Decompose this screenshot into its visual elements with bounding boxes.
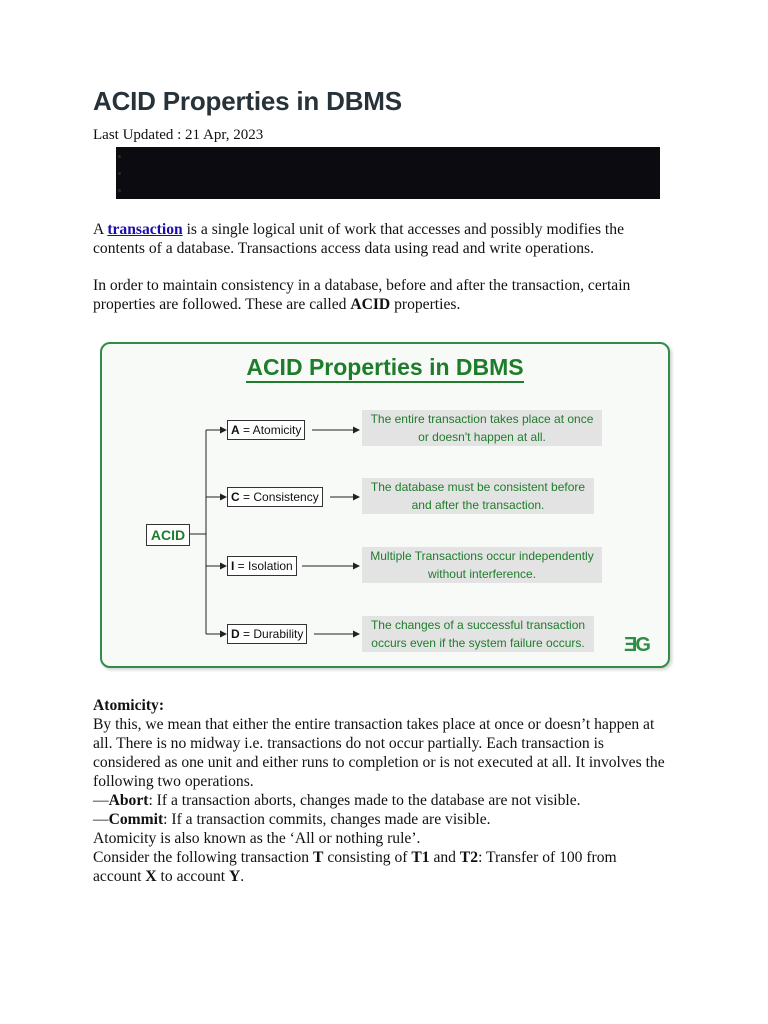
var-y: Y xyxy=(228,868,241,885)
bullet-dot xyxy=(118,155,121,158)
page-title: ACID Properties in DBMS xyxy=(93,86,402,116)
desc-line: occurs even if the system failure occurs. xyxy=(371,636,585,650)
prop-letter: C xyxy=(231,490,240,504)
transaction-link[interactable]: transaction xyxy=(107,221,183,238)
var-t: T xyxy=(313,849,324,866)
commit-label: Commit xyxy=(108,811,164,828)
prop-letter: I xyxy=(231,559,235,573)
intro-text: In order to maintain consistency in a database, before and after the transaction, certain properties are followed. These are called xyxy=(93,277,631,313)
consider-text: and xyxy=(429,849,460,866)
consistency-description xyxy=(362,478,594,514)
consider-text: Consider the following transaction xyxy=(93,849,314,866)
prop-name: = Consistency xyxy=(239,490,319,504)
intro-paragraph-1 xyxy=(93,220,668,258)
commit-text: : If a transaction commits, changes made are visible. xyxy=(163,811,491,828)
diagram-title xyxy=(102,354,668,381)
intro-text: properties. xyxy=(390,296,461,313)
desc-line: without interference. xyxy=(427,567,537,581)
intro-text: is a single logical unit of work that accesses and possibly modifies the contents of a database. Transactions access data using read and write operations. xyxy=(93,221,624,257)
intro-text: A xyxy=(93,221,108,238)
abort-label: Abort xyxy=(108,792,149,809)
last-updated: Last Updated : 21 Apr, 2023 xyxy=(93,127,264,143)
prop-name: = Isolation xyxy=(234,559,293,573)
atomicity-box xyxy=(227,420,305,440)
intro-paragraph-2 xyxy=(93,276,668,314)
atomicity-description xyxy=(362,410,602,446)
desc-line: The entire transaction takes place at once xyxy=(370,412,594,426)
dash: — xyxy=(93,811,109,828)
desc-line: Multiple Transactions occur independently xyxy=(370,549,594,563)
var-t2: T2 xyxy=(459,849,479,866)
diagram-title-text: ACID Properties in DBMS xyxy=(246,354,523,383)
rule-line: Atomicity is also known as the ‘All or nothing rule’. xyxy=(93,830,421,847)
desc-line: or doesn't happen at all. xyxy=(418,430,546,444)
consider-paragraph xyxy=(93,848,668,886)
abort-line xyxy=(93,791,668,810)
prop-letter: D xyxy=(231,627,240,641)
acid-bold: ACID xyxy=(350,296,391,313)
abort-text: : If a transaction aborts, changes made to the database are not visible. xyxy=(148,792,581,809)
consider-text: . xyxy=(240,868,245,885)
gfg-logo: ƎG xyxy=(624,634,649,656)
consistency-box xyxy=(227,487,323,507)
consider-text: consisting of xyxy=(323,849,412,866)
acid-diagram xyxy=(100,342,670,668)
desc-line: The changes of a successful transaction xyxy=(370,618,586,632)
durability-box xyxy=(227,624,307,644)
durability-description xyxy=(362,616,594,652)
bullet-dot xyxy=(118,172,121,175)
var-t1: T1 xyxy=(411,849,430,866)
consider-text: to account xyxy=(156,868,229,885)
var-x: X xyxy=(145,868,157,885)
desc-line: The database must be consistent before xyxy=(370,480,586,494)
isolation-box xyxy=(227,556,297,576)
consider-text: : Transfer of 100 from account xyxy=(93,849,617,885)
acid-root-box: ACID xyxy=(146,524,190,546)
desc-line: and after the transaction. xyxy=(411,498,545,512)
prop-name: = Durability xyxy=(239,627,304,641)
isolation-description xyxy=(362,547,602,583)
commit-line xyxy=(93,810,668,829)
atomicity-heading: Atomicity: xyxy=(93,697,165,714)
redacted-banner xyxy=(116,147,660,199)
prop-letter: A xyxy=(231,423,240,437)
prop-name: = Atomicity xyxy=(239,423,302,437)
dash: — xyxy=(93,792,109,809)
atomicity-body: By this, we mean that either the entire transaction takes place at once or doesn’t happen at all. There is no midway i.e. transactions do not occur partially. Each transaction is considered as one unit and either runs to completion or is not executed at all. It involves the following two operations. xyxy=(93,716,665,790)
bullet-dot xyxy=(118,189,121,192)
